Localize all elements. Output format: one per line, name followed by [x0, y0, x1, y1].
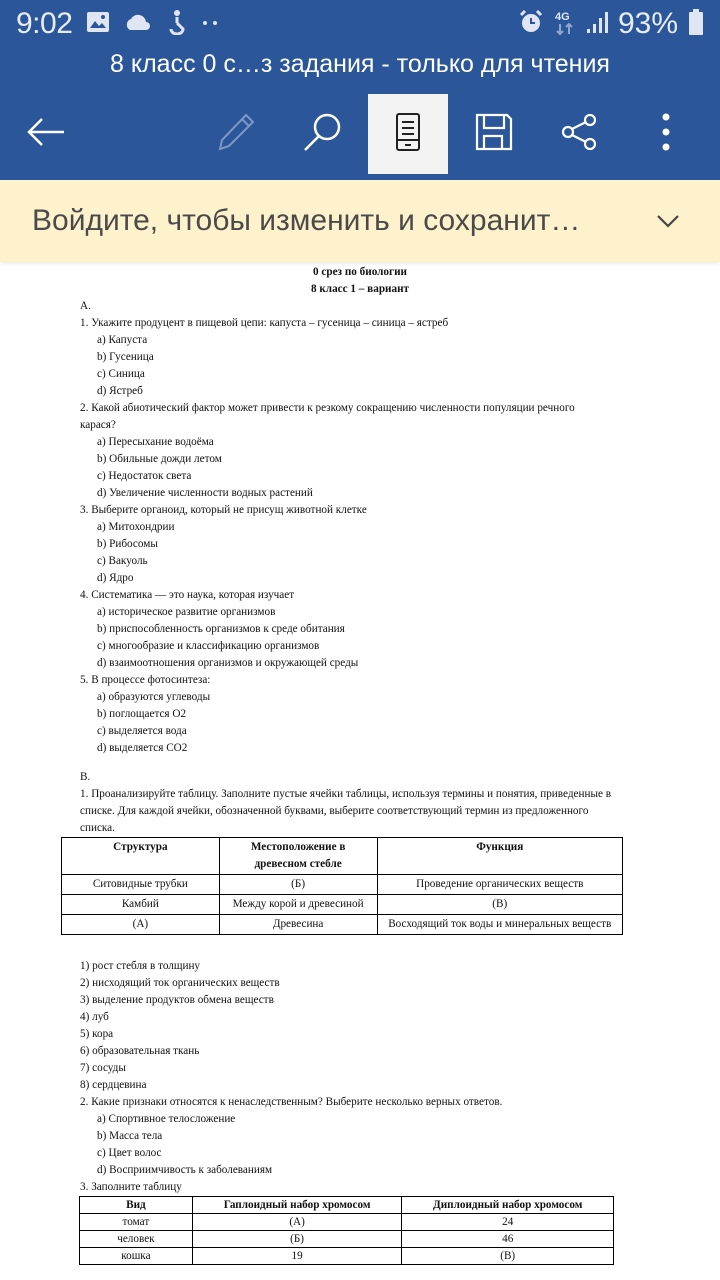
more-dots-icon [200, 15, 220, 33]
back-button[interactable] [6, 94, 86, 174]
table-cell: человек [80, 1231, 193, 1248]
table-cell: (В) [377, 895, 622, 915]
mobile-view-button[interactable] [368, 94, 448, 174]
save-icon [474, 112, 514, 157]
table-cell: Камбий [62, 895, 220, 915]
answer-option: d) Восприимчивость к заболеваниям [97, 1164, 273, 1176]
answer-option: b) Рибосомы [97, 538, 158, 550]
table-cell: (А) [62, 915, 220, 935]
mobile-view-icon [394, 112, 422, 157]
answer-option: a) Капуста [97, 334, 148, 346]
term-item: 7) сосуды [80, 1062, 126, 1074]
table-cell: 19 [192, 1248, 402, 1265]
toolbar [0, 94, 720, 174]
edit-button[interactable] [196, 94, 276, 174]
chevron-down-icon[interactable] [648, 201, 688, 241]
table-row [62, 915, 623, 935]
more-vertical-icon [661, 113, 671, 156]
answer-option: b) Обильные дожди летом [97, 453, 222, 465]
answer-option: b) Гусеница [97, 351, 154, 363]
table-cell: Между корой и древесиной [219, 895, 377, 915]
table-cell: Древесина [219, 915, 377, 935]
question-text: списке. Для каждой ячейки, обозначенной буквами, выберите соответствующий термин из предложенного [80, 805, 589, 817]
cloud-icon [124, 12, 152, 37]
table-header-cell: Гаплоидный набор хромосом [192, 1197, 402, 1214]
banner-text: Войдите, чтобы изменить и сохранит… [32, 204, 581, 237]
table-cell: 24 [402, 1214, 614, 1231]
doc-heading: 0 срез по биологии [312, 266, 407, 278]
answer-option: b) приспособленность организмов к среде обитания [97, 623, 345, 635]
answer-option: c) выделяется вода [97, 725, 187, 737]
question-text: карася? [80, 419, 116, 431]
table-row [62, 875, 623, 895]
table-cell: (А) [192, 1214, 402, 1231]
chromosome-table [79, 1196, 614, 1265]
arrow-left-icon [26, 117, 66, 152]
answer-option: d) выделяется CO2 [97, 742, 188, 754]
document-page [0, 262, 720, 1280]
question-text: 3. Заполните таблицу [80, 1181, 182, 1193]
term-item: 4) луб [80, 1011, 109, 1023]
question-text: 4. Систематика — это наука, которая изучает [80, 589, 295, 601]
term-item: 8) сердцевина [80, 1079, 147, 1091]
table-header-row [62, 838, 623, 875]
app-bar [0, 0, 720, 180]
table-cell: (В) [402, 1248, 614, 1265]
answer-option: a) Спортивное телосложение [97, 1113, 236, 1125]
answer-option: a) историческое развитие организмов [97, 606, 276, 618]
answer-option: d) Ядро [97, 572, 134, 584]
save-button[interactable] [454, 94, 534, 174]
table-cell: Ситовидные трубки [62, 875, 220, 895]
answer-option: d) взаимоотношения организмов и окружающей среды [97, 657, 359, 669]
more-options-button[interactable] [626, 94, 706, 174]
status-time: 9:02 [16, 7, 73, 40]
question-text: 1. Укажите продуцент в пищевой цепи: капуста – гусеница – синица – ястреб [80, 317, 449, 329]
pencil-icon [216, 112, 256, 157]
table-row [80, 1248, 614, 1265]
find-button[interactable] [282, 94, 362, 174]
table-cell: 46 [402, 1231, 614, 1248]
gallery-icon [86, 11, 110, 38]
answer-option: a) Митохондрии [97, 521, 175, 533]
battery-percent: 93% [617, 7, 678, 40]
signal-icon [586, 10, 608, 39]
table-header-cell: Местоположение в древесном стебле [219, 838, 377, 875]
table-header-cell: Структура [62, 838, 220, 875]
table-row [80, 1214, 614, 1231]
term-item: 1) рост стебля в толщину [80, 960, 201, 972]
answer-option: a) Пересыхание водоёма [97, 436, 214, 448]
answer-option: c) многообразие и классификацию организмов [97, 640, 320, 652]
term-item: 5) кора [80, 1028, 114, 1040]
section-a-label: А. [80, 300, 91, 312]
alarm-icon [518, 9, 544, 40]
term-item: 2) нисходящий ток органических веществ [80, 977, 280, 989]
table-header-cell: Диплоидный набор хромосом [402, 1197, 614, 1214]
table-row [80, 1231, 614, 1248]
question-text: 2. Какой абиотический фактор может привести к резкому сокращению численности популяции речного [80, 402, 575, 414]
share-icon [560, 112, 600, 157]
table-header-row [80, 1197, 614, 1214]
section-b-label: В. [80, 771, 91, 783]
table-cell: Проведение органических веществ [377, 875, 622, 895]
share-button[interactable] [540, 94, 620, 174]
answer-option: c) Цвет волос [97, 1147, 162, 1159]
answer-option: c) Недостаток света [97, 470, 192, 482]
battery-icon [688, 8, 704, 41]
table-cell: (Б) [219, 875, 377, 895]
table-row [62, 895, 623, 915]
svg-text:4G: 4G [554, 10, 570, 23]
table-cell: кошка [80, 1248, 193, 1265]
table-header-cell: Функция [377, 838, 622, 875]
question-text: 5. В процессе фотосинтеза: [80, 674, 211, 686]
notification-icon [166, 9, 186, 40]
answer-option: a) образуются углеводы [97, 691, 211, 703]
doc-subheading: 8 класс 1 – вариант [310, 283, 410, 295]
answer-option: b) Масса тела [97, 1130, 163, 1142]
table-header-cell: Вид [80, 1197, 193, 1214]
sign-in-banner[interactable] [0, 180, 720, 262]
table-cell: (Б) [192, 1231, 402, 1248]
question-text: списка. [80, 822, 115, 834]
answer-option: d) Увеличение численности водных растений [97, 487, 313, 499]
stem-structure-table [61, 837, 623, 935]
table-cell: Восходящий ток воды и минеральных веществ [377, 915, 622, 935]
answer-option: c) Синица [97, 368, 145, 380]
answer-option: b) поглощается O2 [97, 708, 187, 720]
table-cell: томат [80, 1214, 193, 1231]
question-text: 2. Какие признаки относятся к ненаследственным? Выберите несколько верных ответов. [80, 1096, 503, 1108]
document-title: 8 класс 0 с…з задания - только для чтения [110, 50, 610, 78]
4g-data-icon [554, 8, 576, 41]
search-icon [301, 111, 343, 158]
question-text: 1. Проанализируйте таблицу. Заполните пустые ячейки таблицы, используя термины и понятия, приведенные в [80, 788, 612, 800]
question-text: 3. Выберите органоид, который не присущ животной клетке [80, 504, 367, 516]
status-bar [0, 0, 720, 48]
answer-option: c) Вакуоль [97, 555, 148, 567]
term-item: 3) выделение продуктов обмена веществ [80, 994, 274, 1006]
answer-option: d) Ястреб [97, 385, 143, 397]
term-item: 6) образовательная ткань [80, 1045, 200, 1057]
